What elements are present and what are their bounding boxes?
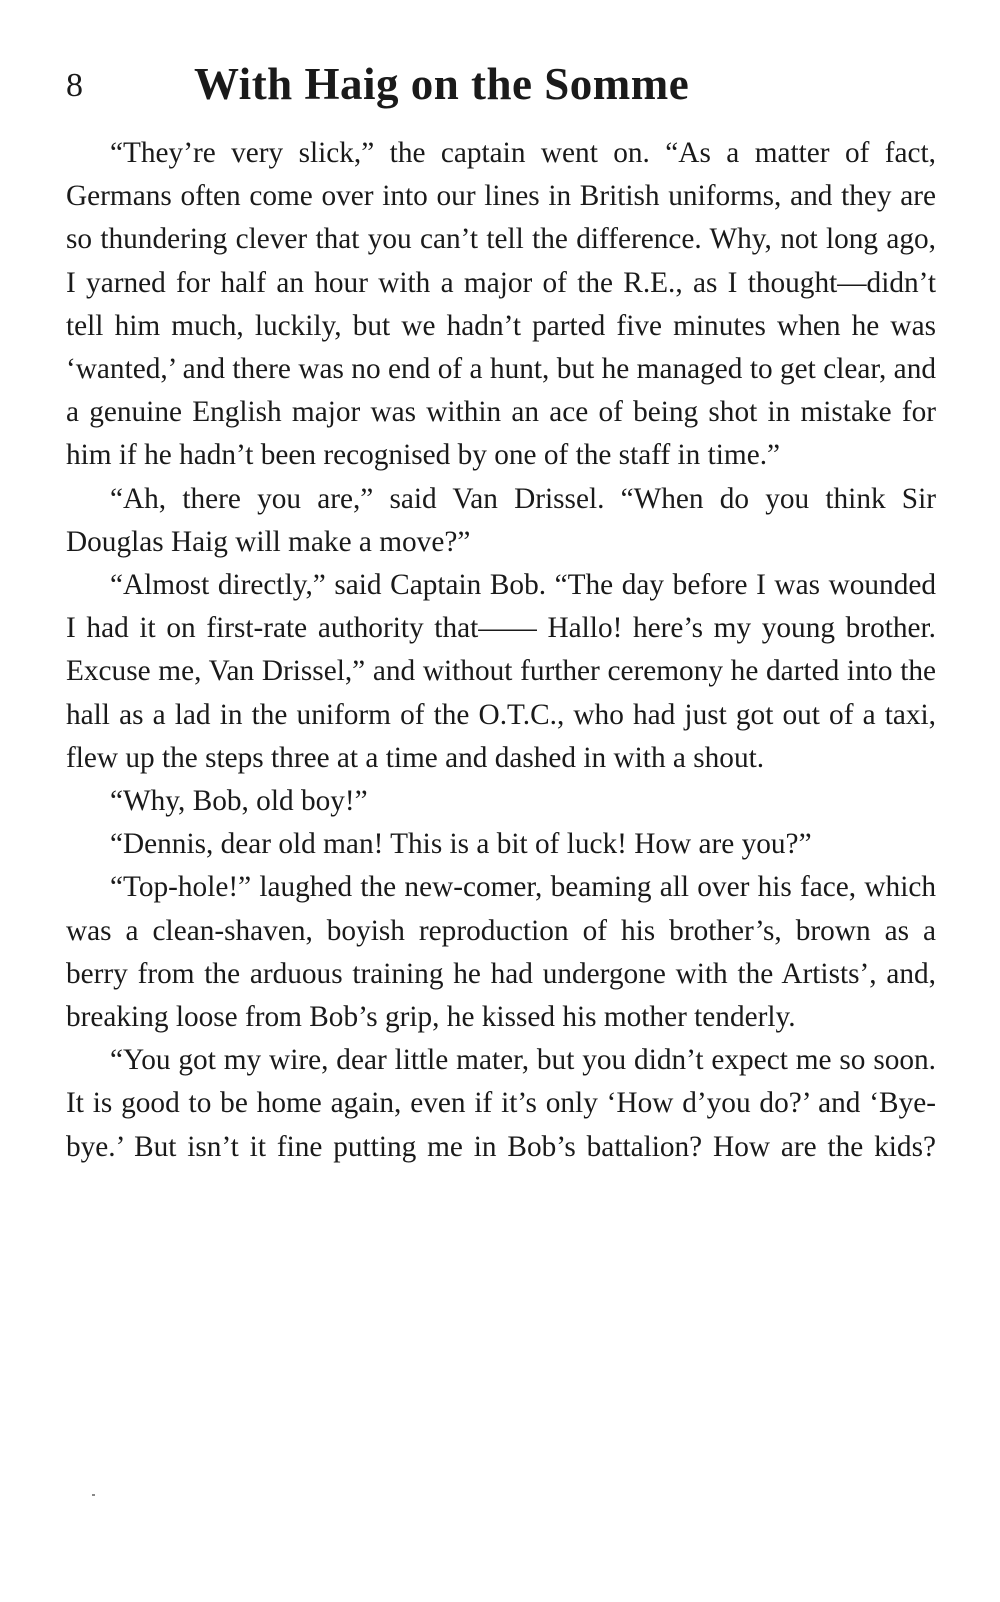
paragraph-you-got-my-wire: “You got my wire, dear little mater, but you didn’t expect me so soon. It is good to be home again, even if it’s only ‘How d’you do?’ and ‘Bye-bye.’ But isn’t it fine putting me in Bob’s battalion? How are the kids? <box>66 1044 936 1163</box>
paragraph-top-hole: “Top-hole!” laughed the new-comer, beaming all over his face, which was a clean-shaven, boyish reproduction of his brother’s, brown as a berry from the arduous training he had undergone with the Artists’, and, breaking loose from Bob’s grip, he kissed his mother tenderly. <box>66 871 936 1034</box>
print-speck <box>92 1494 95 1496</box>
paragraph-captain-germans: “They’re very slick,” the captain went on. “As a matter of fact, Germans often come over into our lines in British uniforms, and they are so thundering clever that you can’t tell the difference. Why, not long ago, I yarned for half an hour with a major of the R.E., as I thought—didn’t tell him much, luckily, but we hadn’t parted five minutes when he was ‘wanted,’ and there was no end of a hunt, but he managed to get clear, and a genuine English major was within an ace of being shot in mistake for him if he hadn’t been recognised by one of the staff in time.” <box>66 137 936 472</box>
running-head <box>66 58 936 118</box>
page-number: 8 <box>66 67 83 104</box>
body-text <box>66 132 936 1169</box>
paragraph-captain-bob-reply: “Almost directly,” said Captain Bob. “The day before I was wounded I had it on first-rate authority that—— Hallo! here’s my young brother. Excuse me, Van Drissel,” and without further ceremony he darted into the hall as a lad in the uniform of the O.T.C., who had just got out of a taxi, flew up the steps three at a time and dashed in with a shout. <box>66 569 936 774</box>
book-title: With Haig on the Somme <box>194 59 690 109</box>
paragraph-van-drissel-question: “Ah, there you are,” said Van Drissel. “When do you think Sir Douglas Haig will make a move?” <box>66 482 936 558</box>
book-page <box>66 58 936 1169</box>
paragraph-why-bob: “Why, Bob, old boy!” <box>110 785 368 818</box>
paragraph-dennis-greeting: “Dennis, dear old man! This is a bit of luck! How are you?” <box>110 828 812 861</box>
